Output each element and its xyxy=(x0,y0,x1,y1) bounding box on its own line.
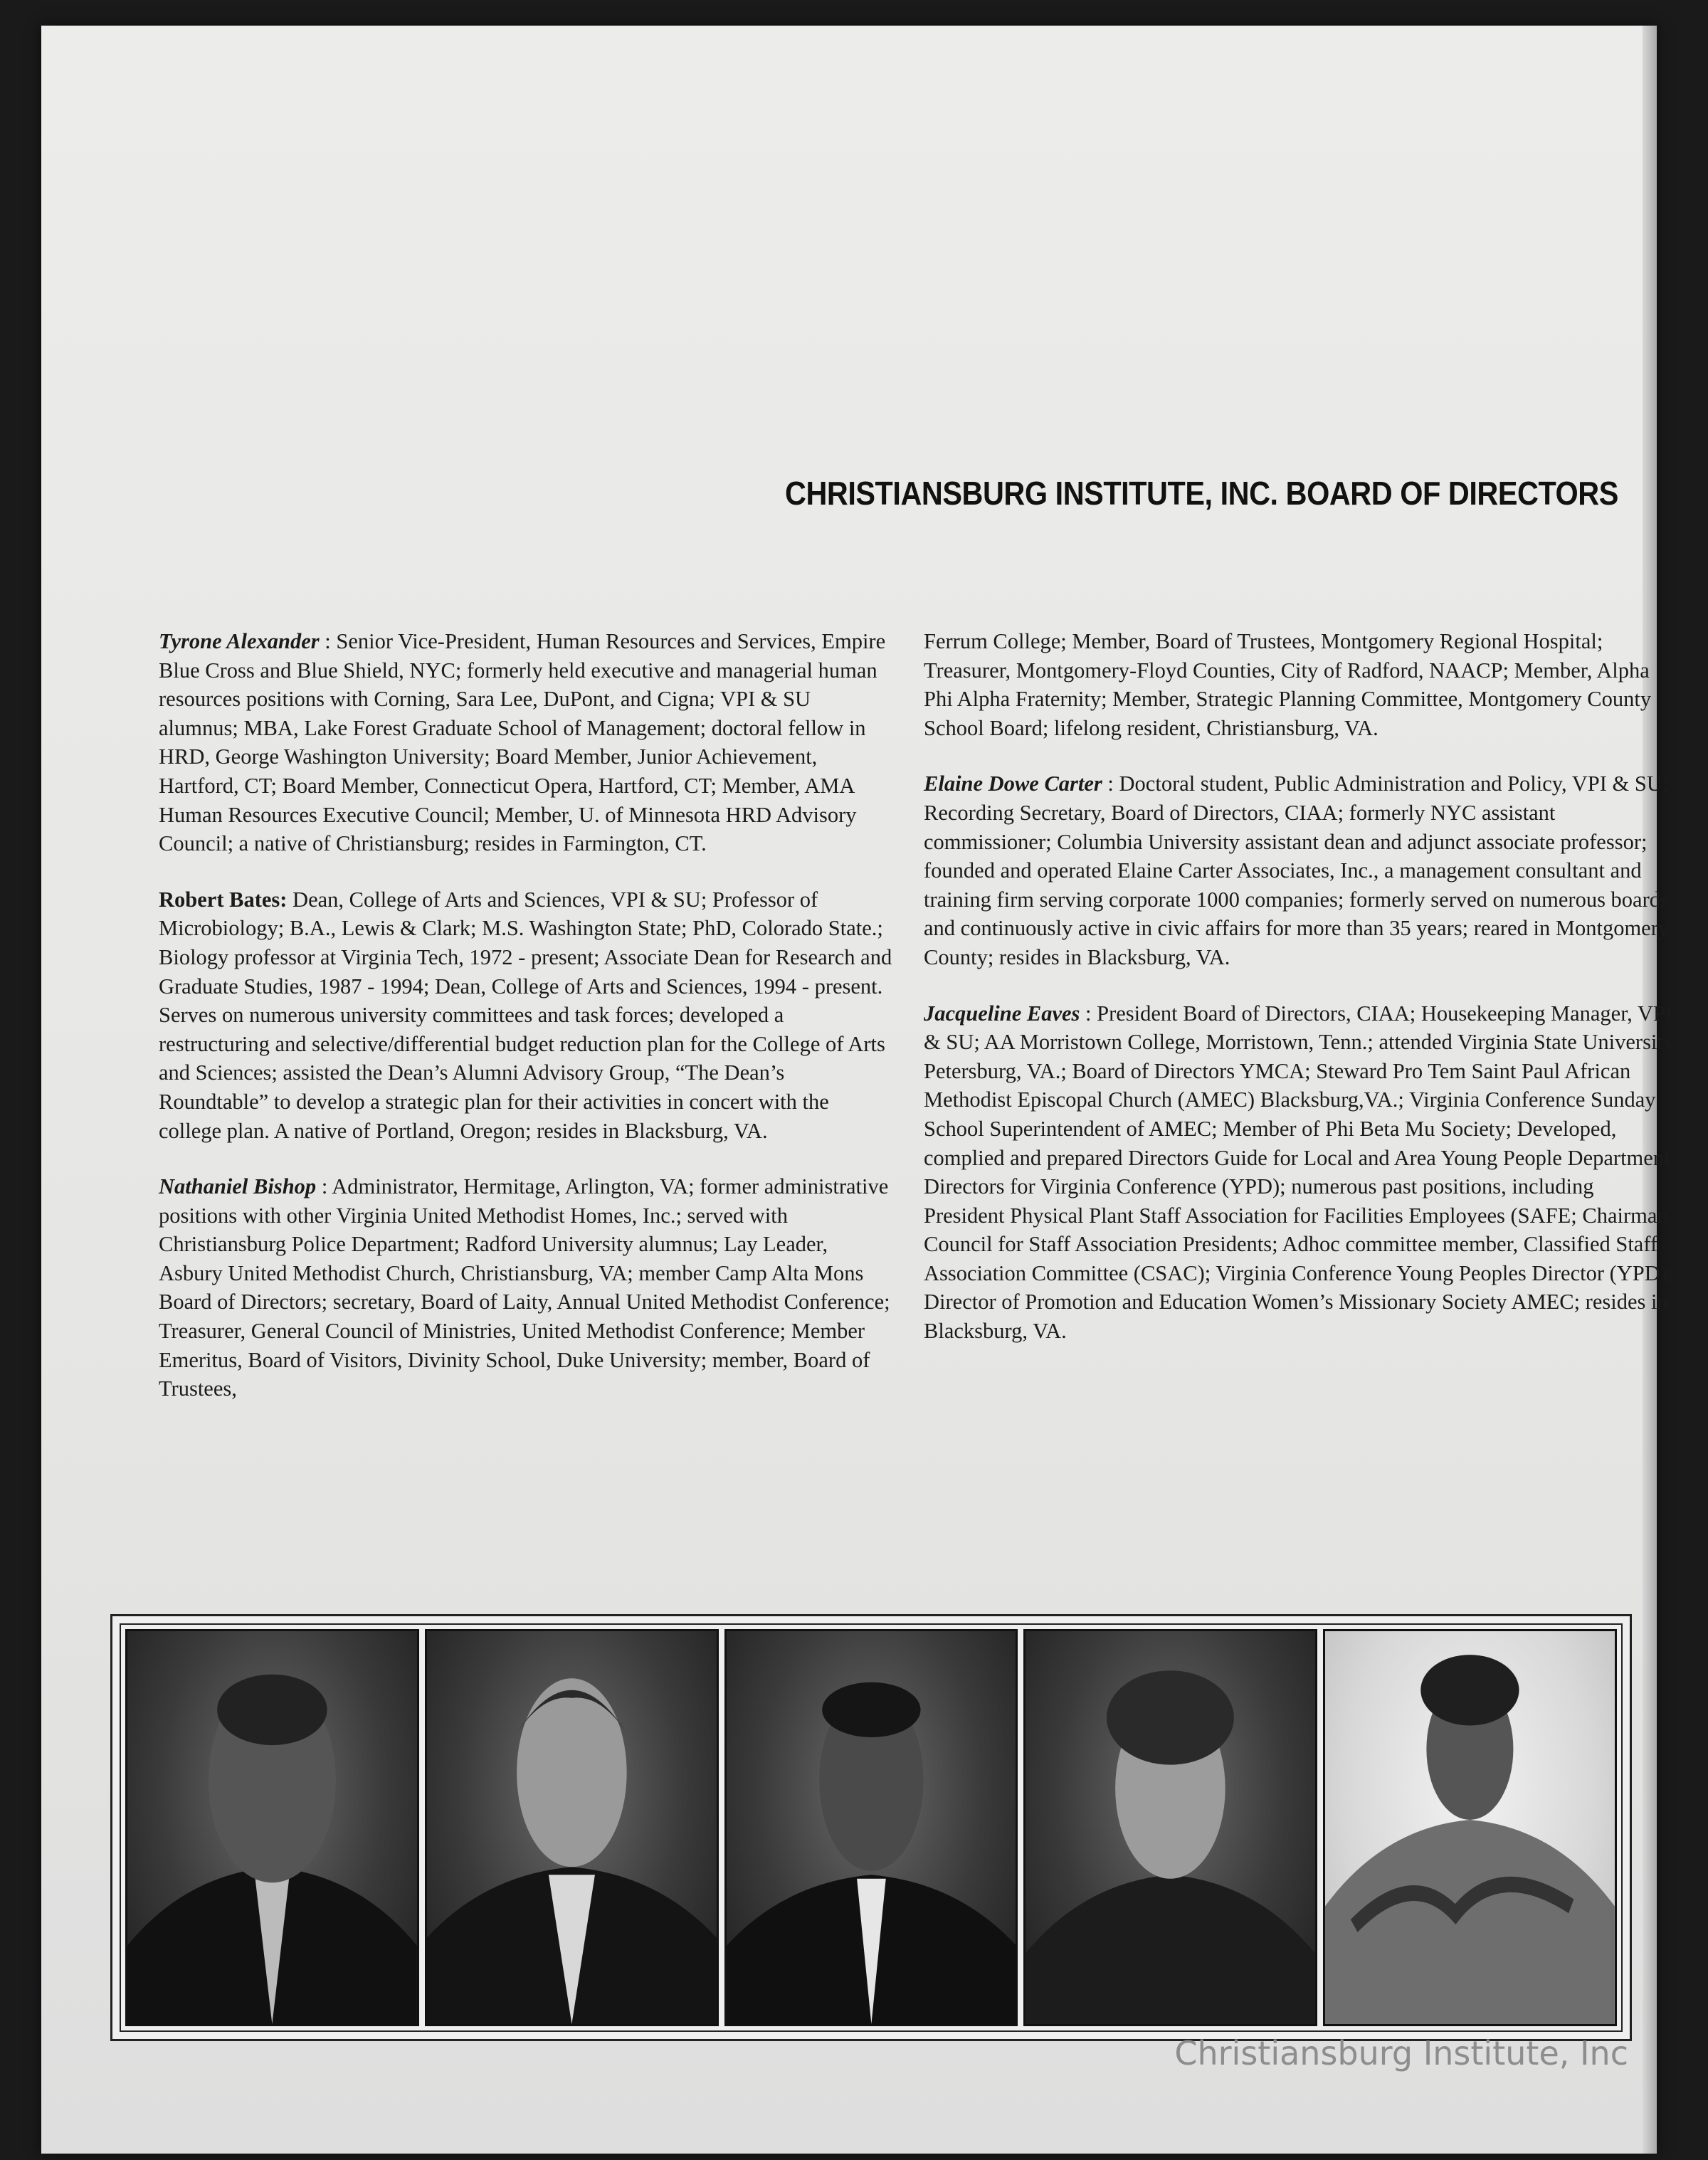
right-column xyxy=(924,627,1678,1373)
bio-elaine-dowe-carter: Elaine Dowe Carter : Doctoral student, Public Administration and Policy, VPI & SU; Recording Secretary, Board of Directors, CIAA; formerly NYC assistant commissioner; Columbia University assistant dean and adjunct associate professor; founded and operated Elaine Carter Associates, Inc., a management consultant and training firm serving corporate 1000 companies; formerly served on numerous boards and continuously active in civic affairs for more than 35 years; reared in Montgomery County; resides in Blacksburg, VA. xyxy=(924,771,1670,969)
bio-name: Robert Bates: xyxy=(159,887,288,912)
portrait-photo xyxy=(1023,1629,1317,2026)
portrait-photo xyxy=(724,1629,1018,2026)
bio-text: President Board of Directors, CIAA; Housekeeping Manager, VPI & SU; AA Morristown College, Morristown, Tenn.; attended Virginia State University, Petersburg, VA.; Board of Directors YMCA; Steward Pro Tem Saint Paul African Methodist Episcopal Church (AMEC) Blacksburg,VA.; Virginia Conference Sunday School Superintendent of AMEC; Member of Phi Beta Mu Society; Developed, complied and prepared Directors Guide for Local and Area Young People Department Directors for Virginia Conference (YPD); numerous past positions, including President Physical Plant Staff Association for Facilities Employees (SAFE; Chairman Council for Staff Association Presidents; Adhoc committee member, Classified Staff Association Committee (CSAC); Virginia Conference Young Peoples Director (YPD); Director of Promotion and Education Women’s Missionary Society AMEC; resides in Blacksburg, VA. xyxy=(924,1001,1678,1344)
bio-nathaniel-bishop-continued xyxy=(924,627,1678,742)
bio-text: Doctoral student, Public Administration and Policy, VPI & SU; Recording Secretary, Board of Directors, CIAA; formerly NYC assistant commissioner; Columbia University assistant dean and adjunct associate professor; founded and operated Elaine Carter Associates, Inc., a management consultant and training firm serving corporate 1000 companies; formerly served on numerous boards and continuously active in civic affairs for more than 35 years; reared in Montgomery County; resides in Blacksburg, VA. xyxy=(924,771,1670,969)
bio-nathaniel-bishop: Nathaniel Bishop : Administrator, Hermitage, Arlington, VA; former administrative positions with other Virginia United Methodist Homes, Inc.; served with Christiansburg Police Department; Radford University alumnus; Lay Leader, Asbury United Methodist Church, Christiansburg, VA; member Camp Alta Mons Board of Directors; secretary, Board of Laity, Annual United Methodist Conference; Treasurer, General Council of Ministries, United Methodist Conference; Member Emeritus, Board of Visitors, Divinity School, Duke University; member, Board of Trustees, xyxy=(159,1174,890,1401)
bio-text: Administrator, Hermitage, Arlington, VA; former administrative positions with other Virginia United Methodist Homes, Inc.; served with Christiansburg Police Department; Radford University alumnus; Lay Leader, Asbury United Methodist Church, Christiansburg, VA; member Camp Alta Mons Board of Directors; secretary, Board of Laity, Annual United Methodist Conference; Treasurer, General Council of Ministries, United Methodist Conference; Member Emeritus, Board of Visitors, Divinity School, Duke University; member, Board of Trustees, xyxy=(159,1174,890,1401)
bio-tyrone-alexander: Tyrone Alexander : Senior Vice-President, Human Resources and Services, Empire Blue Cross and Blue Shield, NYC; formerly held executive and managerial human resources positions with Corning, Sara Lee, DuPont, and Cigna; VPI & SU alumnus; MBA, Lake Forest Graduate School of Management; doctoral fellow in HRD, George Washington University; Board Member, Junior Achievement, Hartford, CT; Board Member, Connecticut Opera, Hartford, CT; Member, AMA Human Resources Executive Council; Member, U. of Minnesota HRD Advisory Council; a native of Christiansburg; resides in Farmington, CT. xyxy=(159,629,886,856)
watermark-text: Christiansburg Institute, Inc xyxy=(1174,2034,1628,2072)
bio-robert-bates xyxy=(159,885,895,1145)
bio-text: Senior Vice-President, Human Resources and Services, Empire Blue Cross and Blue Shield, NYC; formerly held executive and managerial human resources positions with Corning, Sara Lee, DuPont, and Cigna; VPI & SU alumnus; MBA, Lake Forest Graduate School of Management; doctoral fellow in HRD, George Washington University; Board Member, Junior Achievement, Hartford, CT; Board Member, Connecticut Opera, Hartford, CT; Member, AMA Human Resources Executive Council; Member, U. of Minnesota HRD Advisory Council; a native of Christiansburg; resides in Farmington, CT. xyxy=(159,629,886,856)
portrait-photo xyxy=(1323,1629,1617,2026)
bio-jacqueline-eaves: Jacqueline Eaves : President Board of Directors, CIAA; Housekeeping Manager, VPI & SU; AA Morristown College, Morristown, Tenn.; attended Virginia State University, Petersburg, VA.; Board of Directors YMCA; Steward Pro Tem Saint Paul African Methodist Episcopal Church (AMEC) Blacksburg,VA.; Virginia Conference Sunday School Superintendent of AMEC; Member of Phi Beta Mu Society; Developed, complied and prepared Directors Guide for Local and Area Young People Department Directors for Virginia Conference (YPD); numerous past positions, including President Physical Plant Staff Association for Facilities Employees (SAFE; Chairman Council for Staff Association Presidents; Adhoc committee member, Classified Staff Association Committee (CSAC); Virginia Conference Young Peoples Director (YPD); Director of Promotion and Education Women’s Missionary Society AMEC; resides in Blacksburg, VA. xyxy=(924,1001,1678,1344)
bio-name: Jacqueline Eaves xyxy=(924,1001,1080,1026)
bio-name: Nathaniel Bishop xyxy=(159,1174,317,1199)
left-column xyxy=(159,627,895,1431)
page-title: CHRISTIANSBURG INSTITUTE, INC. BOARD OF DIRECTORS xyxy=(785,475,1618,512)
portrait-photo xyxy=(425,1629,719,2026)
bio-name: Elaine Dowe Carter xyxy=(924,771,1102,796)
portrait-photo xyxy=(125,1629,419,2026)
portrait-strip xyxy=(110,1614,1632,2041)
bio-text: Ferrum College; Member, Board of Trustees, Montgomery Regional Hospital; Treasurer, Montgomery-Floyd Counties, City of Radford, NAACP; Member, Alpha Phi Alpha Fraternity; Member, Strategic Planning Committee, Montgomery County School Board; lifelong resident, Christiansburg, VA. xyxy=(924,629,1652,740)
bio-text: Dean, College of Arts and Sciences, VPI & SU; Professor of Microbiology; B.A., Lewis & Clark; M.S. Washington State; PhD, Colorado State.; Biology professor at Virginia Tech, 1972 - present; Associate Dean for Research and Graduate Studies, 1987 - 1994; Dean, College of Arts and Sciences, 1994 - present. Serves on numerous university committees and task forces; developed a restructuring and selective/differential budget reduction plan for the College of Arts and Sciences; assisted the Dean’s Alumni Advisory Group, “The Dean’s Roundtable” to develop a strategic plan for their activities in concert with the college plan. A native of Portland, Oregon; resides in Blacksburg, VA. xyxy=(159,887,892,1143)
bio-name: Tyrone Alexander xyxy=(159,629,320,653)
